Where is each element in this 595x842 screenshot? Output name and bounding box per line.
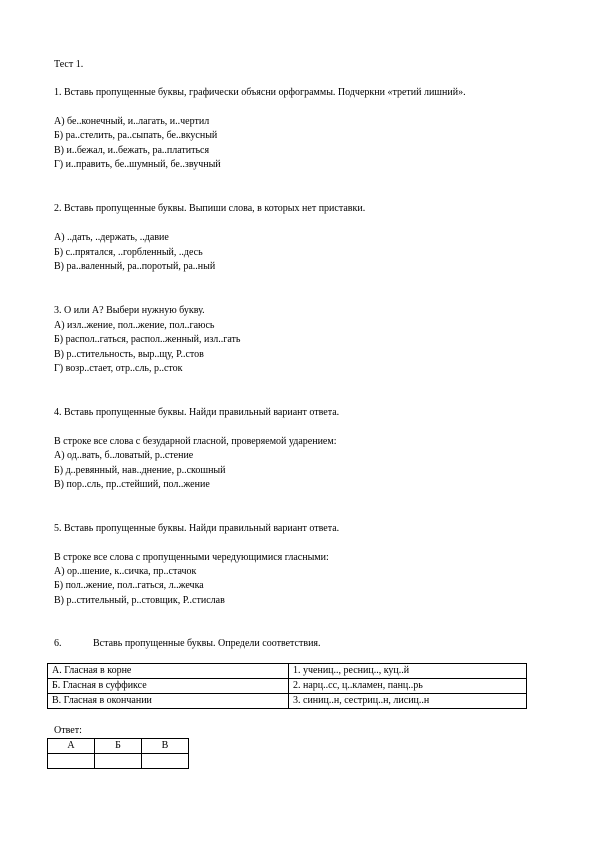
q1-prompt: 1. Вставь пропущенные буквы, графически объясни орфограммы. Подчеркни «третий лишний». <box>54 87 466 98</box>
answer-cell-b[interactable] <box>95 754 142 769</box>
q5-option-b: Б) пол..жение, пол..гаться, л..жечка <box>54 580 204 591</box>
q6-number: 6. <box>54 638 62 649</box>
q1-option-b: Б) ра..стелить, ра..сыпать, бе..вкусный <box>54 130 218 141</box>
page-title: Тест 1. <box>54 59 84 70</box>
answer-cell-c[interactable] <box>142 754 189 769</box>
q5-prompt: 5. Вставь пропущенные буквы. Найди правильный вариант ответа. <box>54 523 340 534</box>
table-row <box>48 679 527 694</box>
answer-header-c: В <box>142 739 189 754</box>
match-right-1: 1. учениц.., ресниц.., куц..й <box>289 664 527 679</box>
q4-option-b: Б) д..ревянный, нав..днение, р..скошный <box>54 465 226 476</box>
table-row <box>48 664 527 679</box>
answer-header-b: Б <box>95 739 142 754</box>
q4-option-c: В) пор..сль, пр..стейший, пол..жение <box>54 479 210 490</box>
match-right-2: 2. нарц..сс, ц..кламен, панц..рь <box>289 679 527 694</box>
q2-option-a: А) ..дать, ..держать, ..давие <box>54 232 169 243</box>
answer-input-row <box>48 754 189 769</box>
match-left-b: Б. Гласная в суффиксе <box>48 679 289 694</box>
q3-prompt: 3. О или А? Выбери нужную букву. <box>54 305 205 316</box>
q6-prompt: Вставь пропущенные буквы. Определи соответствия. <box>93 638 321 649</box>
q1-option-c: В) и..бежал, и..бежать, ра..платиться <box>54 145 210 156</box>
match-right-3: 3. синиц..н, сестриц..н, лисиц..н <box>289 694 527 709</box>
q4-prompt: 4. Вставь пропущенные буквы. Найди правильный вариант ответа. <box>54 407 340 418</box>
table-row <box>48 694 527 709</box>
q4-subprompt: В строке все слова с безударной гласной, проверяемой ударением: <box>54 436 337 447</box>
q5-option-a: А) ор..шение, к..сичка, пр..стачок <box>54 566 197 577</box>
q5-option-c: В) р..стительный, р..стовщик, Р..стислав <box>54 595 225 606</box>
q2-prompt: 2. Вставь пропущенные буквы. Выпиши слова, в которых нет приставки. <box>54 203 366 214</box>
match-left-c: В. Гласная в окончании <box>48 694 289 709</box>
answer-header-a: А <box>48 739 95 754</box>
q3-option-d: Г) возр..стает, отр..сль, р..сток <box>54 363 183 374</box>
q3-option-a: А) изл..жение, пол..жение, пол..гаюсь <box>54 320 215 331</box>
q2-option-b: Б) с..прятался, ..горбленный, ..десь <box>54 247 203 258</box>
matching-table <box>47 663 527 709</box>
match-left-a: А. Гласная в корне <box>48 664 289 679</box>
answer-cell-a[interactable] <box>48 754 95 769</box>
q2-option-c: В) ра..валенный, ра..поротый, ра..ный <box>54 261 216 272</box>
q5-subprompt: В строке все слова с пропущенными чередующимися гласными: <box>54 552 329 563</box>
q1-option-d: Г) и..править, бе..шумный, бе..звучный <box>54 159 221 170</box>
q4-option-a: А) од..вать, б..ловатый, р..стение <box>54 450 194 461</box>
q3-option-c: В) р..стительность, выр..щу, Р..стов <box>54 349 204 360</box>
q1-option-a: А) бе..конечный, и..лагать, и..чертил <box>54 116 210 127</box>
answer-label: Ответ: <box>54 725 82 736</box>
answer-table <box>47 738 189 769</box>
q3-option-b: Б) распол..гаться, распол..женный, изл..гать <box>54 334 241 345</box>
answer-header-row <box>48 739 189 754</box>
